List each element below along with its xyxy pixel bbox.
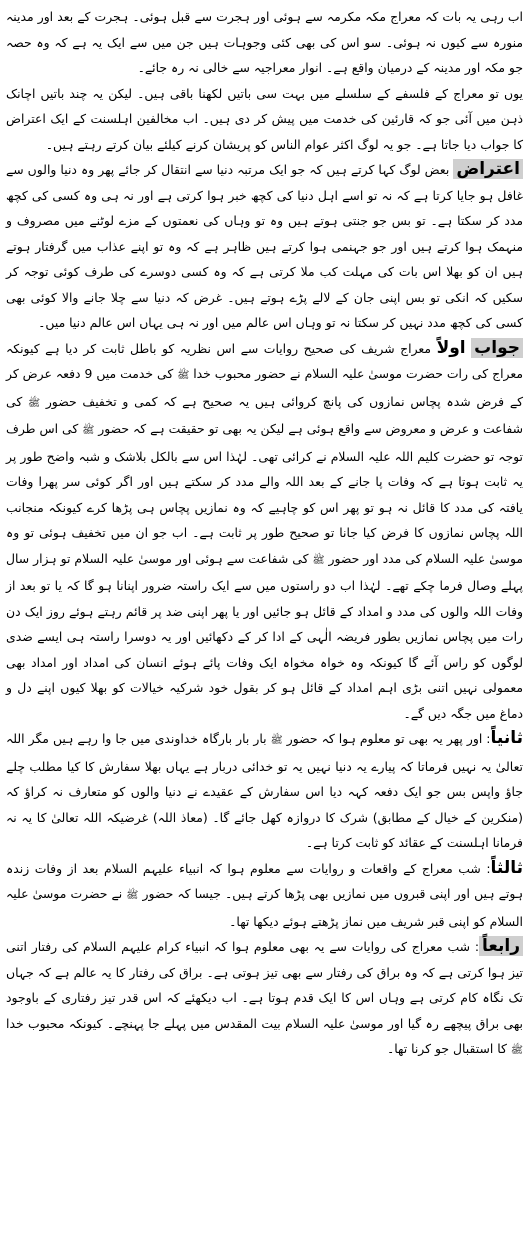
third-point-text: شب معراج کے واقعات و روایات سے معلوم ہوا کہ انبیاء علیہم السلام بعد از وفات زندہ ہوتے ہیں اور اپنی قبروں میں نمازیں بھی پڑھا کرتے ہیں۔ جیسا کہ حضور ﷺ نے حضرت موسیٰ علیہ السلام کو اپنی قبر شریف میں نماز پڑھتے ہوئے دیکھا تھا۔ xyxy=(6,860,523,929)
fourth-point-paragraph: رابعاً: شب معراج کی روایات سے یہ بھی معلوم ہوا کہ انبیاء کرام علیہم السلام کی رفتار اتنی تیز ہوا کرتی ہے کہ وہ براق کی رفتار سے بھی تیز ہوتی ہے۔ براق کی رفتار کا یہ عالم ہے کہ جہاں تک نگاہ کام کرتی ہے وہاں اس کا ایک قدم ہوتا ہے۔ اب دیکھئے کہ اس قدر تیز رفتاری کے باوجود بھی براق پیچھے رہ گیا اور موسیٰ علیہ السلام بیت المقدس میں پہلے جا پہنچے۔ کیونکہ محبوب خدا ﷺ کا استقبال جو کرنا تھا۔ xyxy=(6,936,523,1056)
second-point-label: ثانیاً xyxy=(490,728,523,748)
third-point-paragraph: ثالثاً: شب معراج کے واقعات و روایات سے معلوم ہوا کہ انبیاء علیہم السلام بعد از وفات زندہ ہوتے ہیں اور اپنی قبروں میں نمازیں بھی پڑھا کرتے ہیں۔ جیسا کہ حضور ﷺ نے حضرت موسیٰ علیہ السلام کو اپنی قبر شریف میں نماز پڑھتے ہوئے دیکھا تھا۔ xyxy=(6,857,523,929)
salutation-glyph: ﷺ xyxy=(27,397,41,409)
intro-paragraph: اب رہی یہ بات کہ معراج مکہ مکرمہ سے ہوئی اور ہجرت سے قبل ہوئی۔ ہجرت کے بعد اور مدینہ منورہ سے کیوں نہ ہوئی۔ سو اس کی بھی کئی وجوہات ہیں جن میں سے ایک یہ ہے کہ وہ حصہ جو مکہ اور مدینہ کے درمیان واقع ہے۔ انوار معراجیہ سے خالی نہ رہ جائے۔ xyxy=(6,9,523,75)
salutation-glyph: ﷺ xyxy=(510,1045,523,1056)
second-point-text: اور پھر یہ بھی تو معلوم ہوا کہ حضور ﷺ بار بار بارگاہ خداوندی میں جا وا رہے ہیں مگر اللہ تعالیٰ یہ نہیں فرماتا کہ پیارے یہ دنیا نہیں یہ تو خدائی دربار ہے یہاں بھلا سفارش کا کیا مطلب چلے جاؤ واپس بس جو ایک دفعہ کہہ دیا اس سفارش کے عقیدے نے دنیا والوں کو متعارف نہ کراؤ کہ (منکرین کے خیال کے مطابق) شرک کا دروازہ کھل جائے گا۔ (معاذ اللہ) غرضیکہ اللہ تعالیٰ کا یہ نہ فرمانا اہلسنت کے عقائد کو ثابت کرتا ہے۔ xyxy=(6,731,523,850)
salutation-glyph: ﷺ xyxy=(177,370,190,381)
objection-paragraph xyxy=(6,157,523,336)
philosophy-paragraph: یوں تو معراج کے فلسفے کے سلسلے میں بہت سی باتیں لکھنا باقی ہیں۔ لیکن یہ چند باتیں اچانک ذہن میں آئی جو کہ قارئین کی خدمت میں پیش کر دی ہیں۔ اب مخالفین اہلسنت کے ایک اعتراض کا جواب دیا جاتا ہے۔ جو یہ لوگ اکثر عوام الناس کو پریشان کرنے کیلئے بیان کرتے رہتے ہیں۔ xyxy=(6,85,523,152)
answer-label: جواب xyxy=(471,338,523,358)
answer-text: معراج شریف کی صحیح روایات سے اس نظریہ کو باطل ثابت کر دیا ہے کیونکہ معراج کی رات حضرت موسیٰ علیہ السلام نے حضور محبوب خدا ﷺ کی خدمت میں 9 دفعہ عرض کر کے فرض شدہ پچاس نمازوں کی پانچ کروائی ہیں یہ صحیح ہے کہ کمی و تخفیف حضور ﷺ کی شفاعت و عرض و معروض سے واقع ہوئی ہے لیکن یہ بھی تو حقیقت ہے کہ حضور ﷺ کی اس طرف توجہ تو حضرت کلیم اللہ علیہ السلام نے کرائی تھی۔ لہٰذا اس سے بالکل بلاشک و شبہ واضح طور پر یہ ثابت ہوتا ہے کہ وفات پا جانے کے بعد اللہ والے مدد کر سکتے ہیں اور اگر کوئی سر پھرا وفات یافتہ کی مدد کا قائل نہ ہو تو پھر اس کو چاہیے کہ وہ نمازیں پچاس ہی پڑھا کرے کیونکہ منجانب اللہ پچاس نمازوں کا فرض کیا جانا تو صحیح طور پر ثابت ہے۔ اب جو ان میں تخفیف ہوئی تو وہ موسیٰ علیہ السلام کی مدد اور حضور ﷺ کی شفاعت سے ہوئی اور موسیٰ علیہ السلام تو ہزار سال پہلے وصال فرما چکے تھے۔ لہٰذا اب دو راستوں میں سے ایک راستہ ضرور اپنانا ہو گا کہ یا تو بعد از وفات اللہ والوں کی مدد و امداد کے قائل ہو جائیں اور یا پھر اپنی ضد پر قائم رہتے ہوئے روز ایک دن رات میں پچاس نمازیں بطور فریضہ الٰہی کے ادا کر کے دکھائیں اور یہ دوسرا راستہ ہی ایسے ضدی لوگوں کو راس آئے گا کیونکہ وہ خواہ مخواہ ایک وفات پائے ہوئے انسان کی امداد اور امداد بھی معمولی نہیں اتنی بڑی اہم امداد کے قائل ہو کر بقول خود شرکیہ خیالات کو بھلا کیوں اپنے دل و دماغ میں جگہ دیں گے۔ xyxy=(6,340,523,721)
fourth-point-label: رابعاً xyxy=(479,936,523,956)
objection-label: اعتراض xyxy=(453,159,523,179)
fourth-point-text: شب معراج کی روایات سے یہ بھی معلوم ہوا کہ انبیاء کرام علیہم السلام کی رفتار اتنی تیز ہوا کرتی ہے کہ وہ براق کی رفتار سے بھی تیز ہوتی ہے۔ براق کی رفتار کا یہ عالم ہے کہ جہاں تک نگاہ کام کرتی ہے وہاں اس کا ایک قدم ہوتا ہے۔ اب دیکھئے کہ اس قدر تیز رفتاری کے باوجود بھی براق پیچھے رہ گیا اور موسیٰ علیہ السلام بیت المقدس میں پہلے جا پہنچے۔ کیونکہ محبوب خدا ﷺ کا استقبال جو کرنا تھا۔ xyxy=(6,939,523,1056)
third-point-label: ثالثاً xyxy=(490,857,523,878)
salutation-glyph: ﷺ xyxy=(82,425,95,436)
answer-first-label: اولاً xyxy=(436,337,466,358)
salutation-glyph: ﷺ xyxy=(312,554,325,566)
salutation-glyph: ﷺ xyxy=(126,890,139,901)
objection-text: بعض لوگ کہا کرتے ہیں کہ جو ایک مرتبہ دنیا سے انتقال کر جائے پھر وہ دنیا والوں سے غافل ہو جایا کرتا ہے کہ نہ تو اسے اہل دنیا کی کچھ خبر ہوا کرتی ہے اور نہ ہی وہ کسی کی کچھ مدد کر سکتا ہے۔ تو بس جو جنتی ہوتے ہیں وہ تو وہاں کی نعمتوں کے مزے لوٹنے میں مصروف و منہمک ہوا کرتے ہیں اور جو جہنمی ہوا کرتے ہیں ظاہر ہے کہ وہ تو اپنے عذاب میں گرفتار ہوتے ہیں ان کو بھلا اس بات کی مہلت کب ملا کرتی ہے کہ وہ کسی دوسرے کی طرف کوئی توجہ کر سکیں کہ انکی تو بس اپنی جان کے لالے پڑے ہوتے ہیں۔ غرض کہ دنیا سے چلا جانے والا کوئی بھی کسی کی کچھ مدد نہیں کر سکتا نہ تو وہاں اس عالم میں اور نہ ہی یہاں اس عالم دنیا میں۔ xyxy=(6,162,523,330)
second-point-paragraph: ثانیاً: اور پھر یہ بھی تو معلوم ہوا کہ حضور ﷺ بار بار بارگاہ خداوندی میں جا وا رہے ہیں مگر اللہ تعالیٰ یہ نہیں فرماتا کہ پیارے یہ دنیا نہیں یہ تو خدائی دربار ہے یہاں بھلا سفارش کا کیا مطلب چلے جاؤ واپس بس جو ایک دفعہ کہہ دیا اس سفارش کے عقیدے نے دنیا والوں کو متعارف نہ کراؤ کہ (منکرین کے خیال کے مطابق) شرک کا دروازہ کھل جائے گا۔ (معاذ اللہ) غرضیکہ اللہ تعالیٰ کا یہ نہ فرمانا اہلسنت کے عقائد کو ثابت کرتا ہے۔ xyxy=(6,728,523,850)
answer-paragraph xyxy=(6,336,523,727)
salutation-glyph: ﷺ xyxy=(270,735,283,746)
